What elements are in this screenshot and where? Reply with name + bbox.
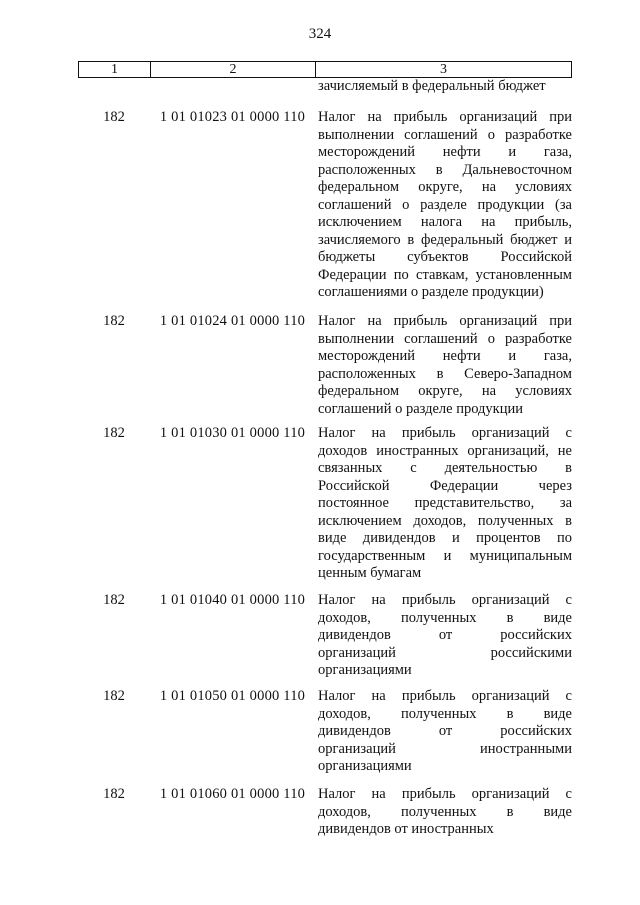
description-line: выполнении соглашений о разработке bbox=[318, 126, 572, 143]
budget-classification-code: 1 01 01023 01 0000 110 bbox=[159, 109, 306, 125]
description-line: доходов, полученных в виде bbox=[318, 803, 572, 820]
budget-classification-code: 1 01 01030 01 0000 110 bbox=[159, 425, 306, 441]
description-line: организациями bbox=[318, 662, 412, 678]
budget-classification-code: 1 01 01060 01 0000 110 bbox=[159, 786, 306, 802]
description-line: зачисляемого в федеральный бюджет и bbox=[318, 231, 572, 248]
description-line: постоянное представительство, за bbox=[318, 495, 572, 511]
description-line: месторождений нефти и газа, bbox=[318, 144, 572, 160]
description-line: Российской Федерации через bbox=[318, 477, 572, 494]
description-line: Налог на прибыль организаций с bbox=[318, 425, 572, 441]
description-line: организаций российскими bbox=[318, 644, 572, 661]
description-line: организаций иностранными bbox=[318, 740, 572, 757]
revenue-admin-code: 182 bbox=[103, 688, 125, 704]
description-line: расположенных в Дальневосточном bbox=[318, 161, 572, 178]
revenue-admin-code: 182 bbox=[103, 425, 125, 441]
description-line: Налог на прибыль организаций при bbox=[318, 313, 572, 329]
description-line: месторождений нефти и газа, bbox=[318, 348, 572, 364]
description-line: виде дивидендов и процентов по bbox=[318, 530, 572, 546]
description-line: соглашений о разделе продукции bbox=[318, 400, 524, 417]
description-line: Налог на прибыль организаций при bbox=[318, 109, 572, 125]
description-line: соглашений о разделе продукции (за bbox=[318, 196, 572, 213]
description-line: дивидендов от иностранных bbox=[318, 821, 494, 837]
description-line: выполнении соглашений о разработке bbox=[318, 330, 572, 347]
description-line: доходов иностранных организаций, не bbox=[318, 442, 572, 459]
revenue-admin-code: 182 bbox=[103, 592, 125, 608]
revenue-admin-code: 182 bbox=[103, 109, 125, 125]
description-line: бюджеты субъектов Российской bbox=[318, 249, 572, 265]
description-line: соглашениями о разделе продукции) bbox=[318, 284, 544, 300]
description-line: организациями bbox=[318, 758, 412, 774]
continuation-text: зачисляемый в федеральный бюджет bbox=[318, 78, 546, 94]
description-line: федеральном округе, на условиях bbox=[318, 383, 572, 399]
revenue-description bbox=[318, 109, 572, 302]
revenue-admin-code: 182 bbox=[103, 786, 125, 802]
revenue-description bbox=[318, 425, 572, 583]
header-col-3: 3 bbox=[440, 62, 447, 77]
revenue-description bbox=[318, 786, 572, 839]
revenue-description bbox=[318, 592, 572, 680]
budget-classification-code: 1 01 01050 01 0000 110 bbox=[159, 688, 306, 704]
description-line: ценным бумагам bbox=[318, 565, 422, 581]
description-line: исключением доходов, полученных в bbox=[318, 512, 572, 529]
revenue-admin-code: 182 bbox=[103, 313, 125, 329]
revenue-description bbox=[318, 313, 572, 418]
description-line: дивидендов от российских bbox=[318, 723, 572, 739]
description-line: расположенных в Северо-Западном bbox=[318, 365, 572, 382]
header-col-1: 1 bbox=[79, 62, 151, 77]
description-line: исключением налога на прибыль, bbox=[318, 214, 572, 230]
description-line: связанных с деятельностью в bbox=[318, 460, 572, 476]
header-col-2: 2 bbox=[151, 62, 316, 77]
description-line: Налог на прибыль организаций с bbox=[318, 592, 572, 608]
description-line: Налог на прибыль организаций с bbox=[318, 688, 572, 704]
description-line: Федерации по ставкам, установленным bbox=[318, 266, 572, 283]
revenue-description bbox=[318, 688, 572, 776]
description-line: федеральном округе, на условиях bbox=[318, 179, 572, 195]
table-header bbox=[78, 61, 572, 78]
budget-classification-code: 1 01 01040 01 0000 110 bbox=[159, 592, 306, 608]
description-line: дивидендов от российских bbox=[318, 627, 572, 643]
description-line: доходов, полученных в виде bbox=[318, 705, 572, 722]
description-line: государственным и муниципальным bbox=[318, 547, 572, 564]
description-line: Налог на прибыль организаций с bbox=[318, 786, 572, 802]
budget-classification-code: 1 01 01024 01 0000 110 bbox=[159, 313, 306, 329]
page-number: 324 bbox=[308, 26, 332, 42]
description-line: доходов, полученных в виде bbox=[318, 609, 572, 626]
